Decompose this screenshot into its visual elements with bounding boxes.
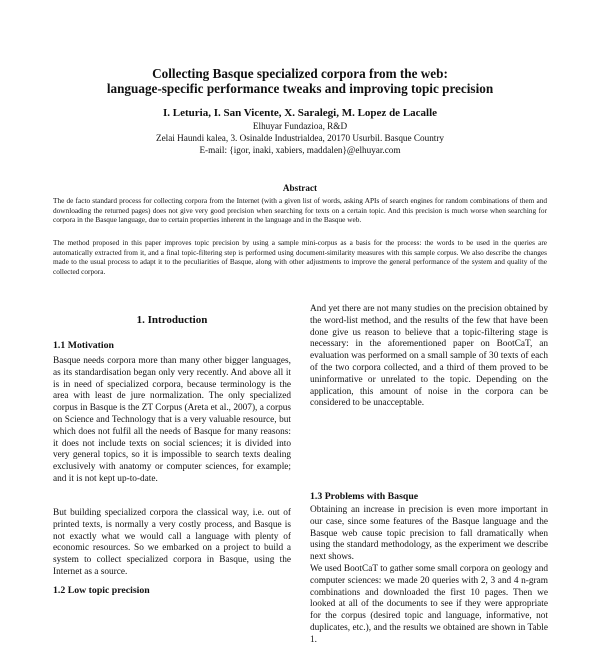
affiliation-organization: Elhuyar Fundazioa, R&D bbox=[252, 121, 348, 131]
paper-title-line-1: Collecting Basque specialized corpora from the web: bbox=[152, 66, 448, 81]
motivation-paragraph-1: Basque needs corpora more than many other bigger languages, as its standardisation began only very recently. And above all it is in need of specialized corpora, because terminology is the area with least de jure normalization. The only specialized corpus in Basque is the ZT Corpus (Areta et al., 2007), a corpus on Science and Technology that is a very valuable resource, but which does not fulfil all the needs of Basque for many reasons: it does not include texts on social sciences; it is divided into very general topics, so it is impossible to search texts dealing exclusively with anatomy or computer sciences, for example; and it is not kept up-to-date. bbox=[53, 356, 291, 484]
subsection-heading-problems-with-basque: 1.3 Problems with Basque bbox=[310, 491, 419, 502]
motivation-paragraph-2: But building specialized corpora the classical way, i.e. out of printed texts, is normally a very costly process, and Basque is not exactly what we would call a language with plenty of economic resources. So we embarked on a project to build a system to collect specialized corpora in Basque, using the Internet as a source. bbox=[53, 508, 291, 577]
problems-paragraph-part-1: Obtaining an increase in precision is even more important in our case, since some features of the Basque language and the Basque web cause topic precision to fall dramatically when using the standard methodology, as the experiment we describe next shows. bbox=[310, 505, 548, 563]
abstract-paragraph-2: The method proposed in this paper improves topic precision by using a sample mini-corpus as a basis for the process: the words to be used in the queries are automatically extracted from it, and a final topic-filtering step is performed using document-similarity measures with this sample corpus. We also describe the changes made to the usual process to adapt it to the peculiarities of Basque, along with other adjustments to improve the general performance of the system and quality of the collected corpora. bbox=[53, 238, 547, 276]
abstract-paragraph-1: The de facto standard process for collecting corpora from the Internet (with a given list of words, asking APIs of search engines for random combinations of them and downloading the returned pages) does not give very good precision when searching for texts on a certain topic. And this precision is much worse when searching for corpora in the Basque language, due to certain properties inherent in the language and in the Basque web. bbox=[53, 196, 547, 225]
abstract-heading: Abstract bbox=[282, 183, 318, 193]
section-heading-introduction: 1. Introduction bbox=[136, 314, 208, 326]
problems-paragraph bbox=[310, 505, 548, 647]
subsection-heading-motivation: 1.1 Motivation bbox=[53, 340, 114, 351]
author-list: I. Leturia, I. San Vicente, X. Saralegi, M. Lopez de Lacalle bbox=[162, 107, 438, 119]
problems-paragraph-part-2: We used BootCaT to gather some small corpora on geology and computer sciences: we made 20 queries with 2, 3 and 4 n-gram combinations and downloaded the first 10 pages. Then we looked at all of the documents to see if they were appropriate for the corpus (desired topic and language, informative, not duplicates, etc.), and the results we obtained are shown in Table 1. bbox=[310, 563, 548, 645]
precision-paragraph: And yet there are not many studies on the precision obtained by the word-list method, and the results of the few that have been done give us reason to believe that a topic-filtering stage is necessary: in the aforementioned paper on BootCaT, an evaluation was performed on a small sample of 30 texts of each of the two corpora collected, and a third of them proved to be uninformative or unrelated to the topic. Depending on the application, this amount of noise in the corpora can be considered to be unacceptable. bbox=[310, 304, 548, 409]
subsection-heading-low-topic-precision: 1.2 Low topic precision bbox=[53, 585, 150, 596]
affiliation-address: Zelai Haundi kalea, 3. Osinalde Industrialdea, 20170 Usurbil. Basque Country bbox=[155, 133, 445, 143]
paper-title-line-2: language-specific performance tweaks and improving topic precision bbox=[106, 81, 494, 96]
affiliation-email: E-mail: {igor, inaki, xabiers, maddalen}@elhuyar.com bbox=[199, 145, 401, 155]
